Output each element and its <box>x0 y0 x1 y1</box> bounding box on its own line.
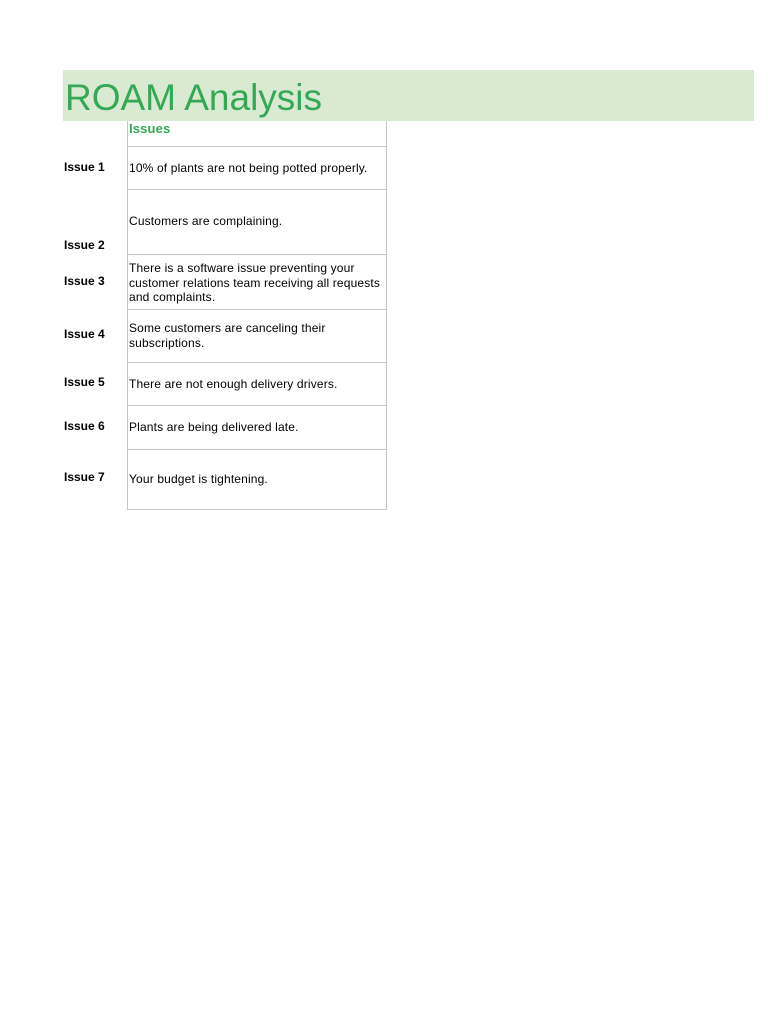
row-label-issue-6: Issue 6 <box>64 419 105 433</box>
issues-column-header[interactable]: Issues <box>128 121 386 147</box>
row-label-issue-4: Issue 4 <box>64 327 105 341</box>
issue-cell-1[interactable]: 10% of plants are not being potted properly. <box>128 147 386 190</box>
row-label-issue-3: Issue 3 <box>64 274 105 288</box>
row-label-issue-7: Issue 7 <box>64 470 105 484</box>
issue-cell-4[interactable]: Some customers are canceling their subscriptions. <box>128 310 386 363</box>
row-label-issue-5: Issue 5 <box>64 375 105 389</box>
issue-cell-7[interactable]: Your budget is tightening. <box>128 450 386 510</box>
page-title: ROAM Analysis <box>65 77 323 118</box>
issue-cell-6[interactable]: Plants are being delivered late. <box>128 406 386 450</box>
issue-cell-2[interactable]: Customers are complaining. <box>128 190 386 255</box>
row-label-issue-1: Issue 1 <box>64 160 105 174</box>
issues-table <box>127 121 387 510</box>
issue-cell-5[interactable]: There are not enough delivery drivers. <box>128 363 386 406</box>
row-label-issue-2: Issue 2 <box>64 238 105 252</box>
issue-cell-3[interactable]: There is a software issue preventing your customer relations team receiving all requests and complaints. <box>128 255 386 310</box>
